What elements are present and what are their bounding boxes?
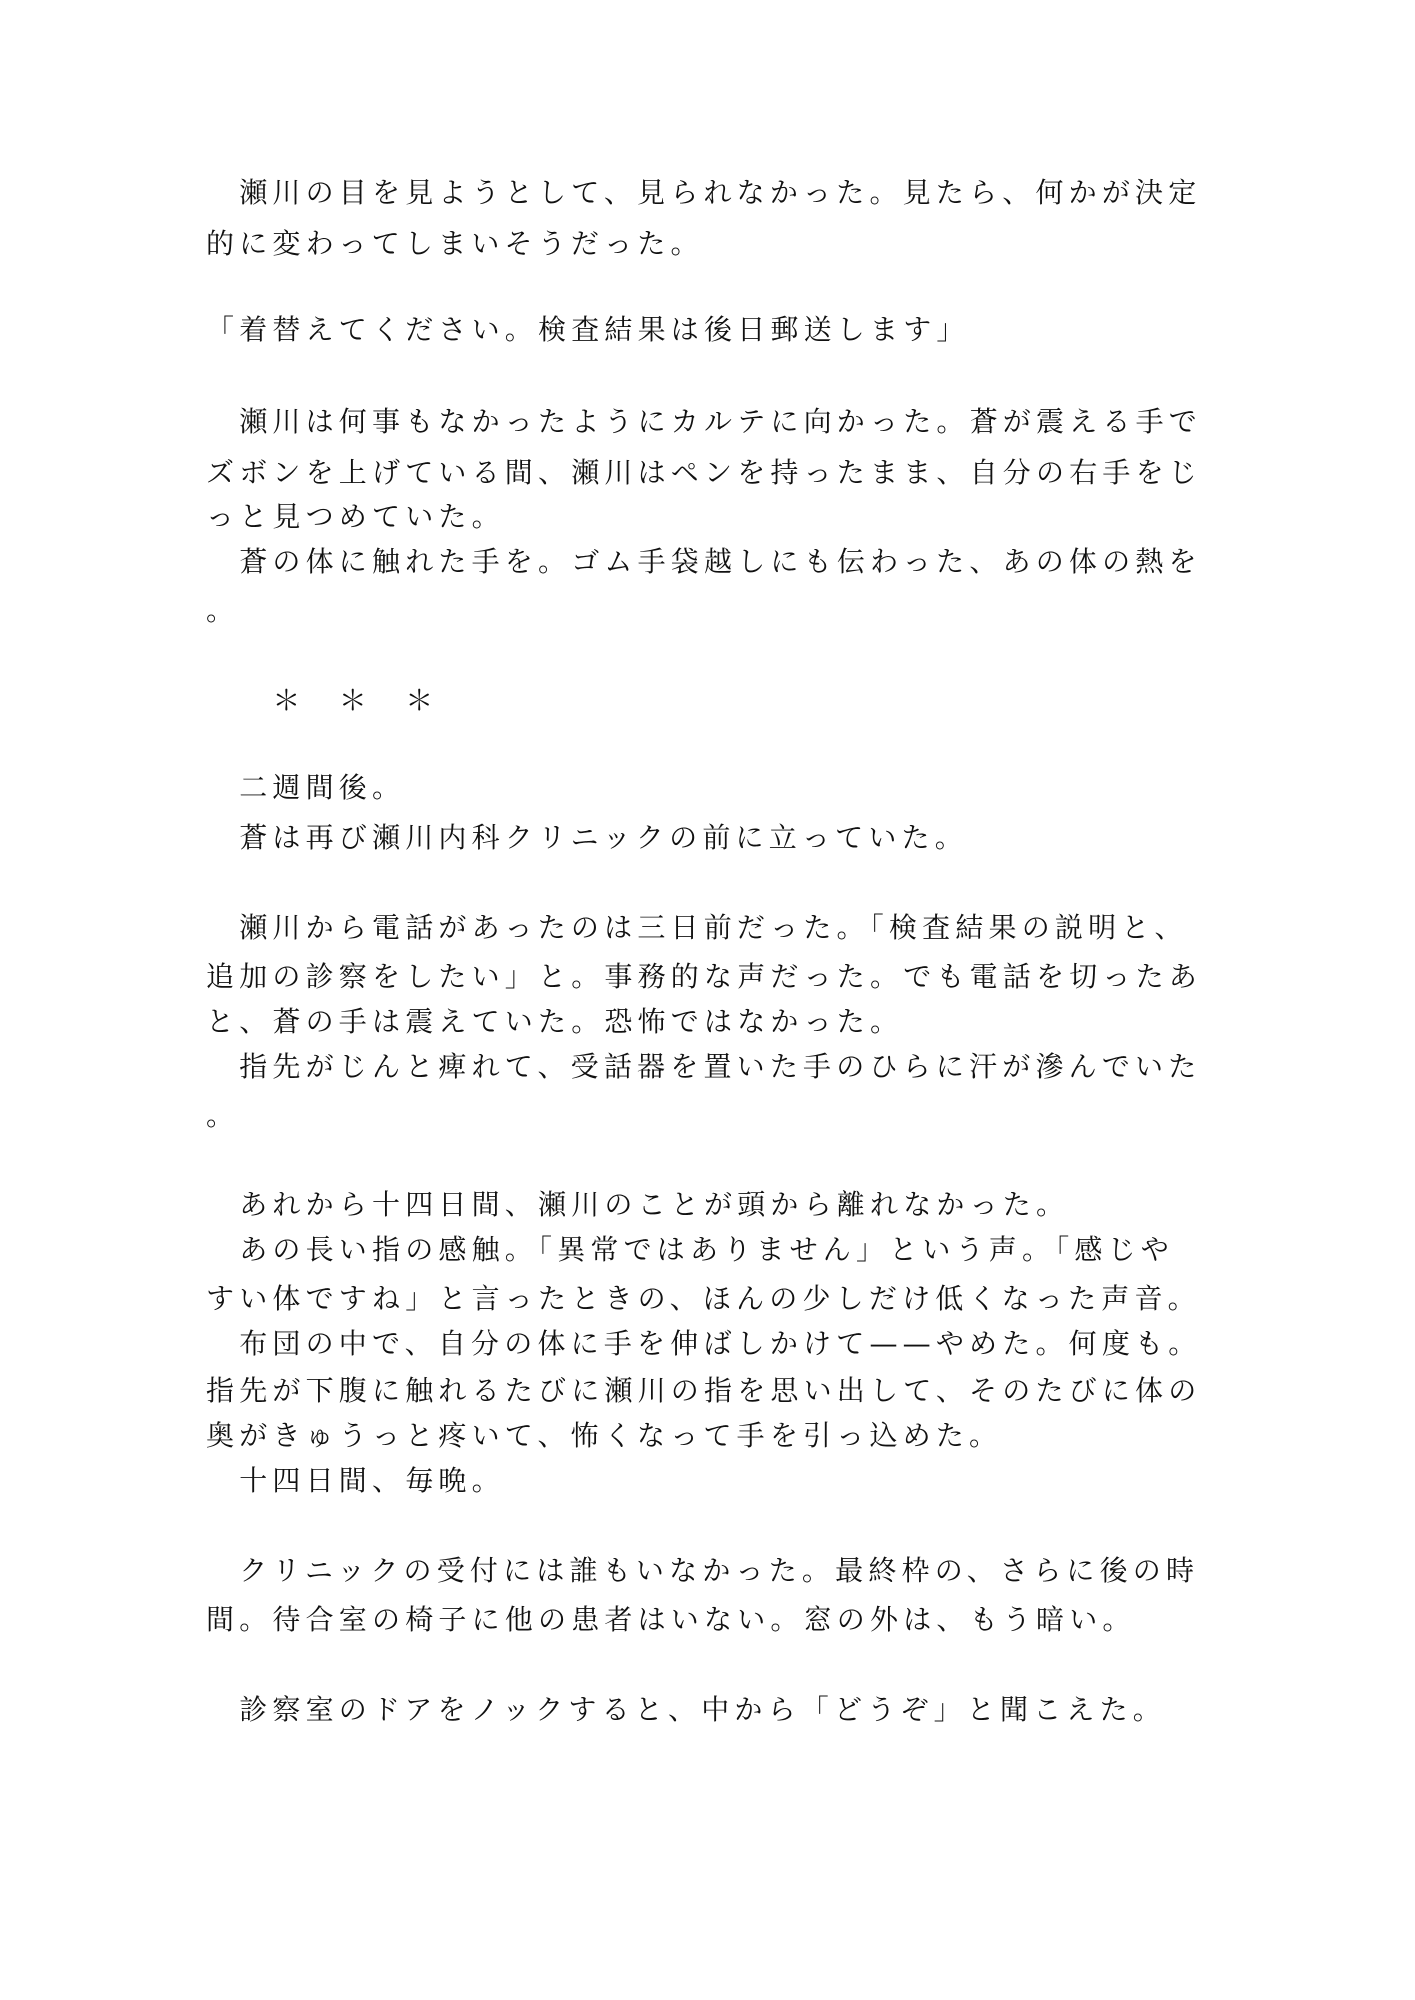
text-line: 。: [206, 1099, 240, 1132]
text-line: すい体ですね」と言ったときの、ほんの少しだけ低くなった声音。: [206, 1282, 1201, 1315]
text-line: 二週間後。: [206, 771, 406, 804]
text-line: 十四日間、毎晩。: [206, 1464, 505, 1497]
text-line: 瀬川の目を見ようとして、見られなかった。見たら、何かが決定: [206, 176, 1202, 209]
text-line: 指先がじんと痺れて、受話器を置いた手のひらに汗が滲んでいた: [206, 1050, 1202, 1083]
text-line: あれから十四日間、瀬川のことが頭から離れなかった。: [206, 1188, 1070, 1221]
text-line: 間。待合室の椅子に他の患者はいない。窓の外は、もう暗い。: [206, 1603, 1136, 1636]
text-line: 的に変わってしまいそうだった。: [206, 227, 704, 260]
text-line: クリニックの受付には誰もいなかった。最終枠の、さらに後の時: [206, 1554, 1200, 1587]
text-line: と、蒼の手は震えていた。恐怖ではなかった。: [206, 1005, 904, 1038]
text-line: 蒼の体に触れた手を。ゴム手袋越しにも伝わった、あの体の熱を: [206, 545, 1202, 578]
text-line: 瀬川は何事もなかったようにカルテに向かった。蒼が震える手で: [206, 405, 1203, 438]
text-line: っと見つめていた。: [206, 500, 505, 533]
text-line: 診察室のドアをノックすると、中から「どうぞ」と聞こえた。: [206, 1693, 1167, 1726]
text-line: 蒼は再び瀬川内科クリニックの前に立っていた。: [206, 821, 968, 854]
text-line: 「着替えてください。検査結果は後日郵送します」: [206, 313, 970, 346]
text-line: 追加の診察をしたい」と。事務的な声だった。でも電話を切ったあ: [206, 960, 1203, 993]
text-line: あの長い指の感触。「異常ではありません」という声。「感じや: [206, 1233, 1175, 1266]
text-line: 指先が下腹に触れるたびに瀬川の指を思い出して、そのたびに体の: [206, 1374, 1202, 1407]
text-line: 奥がきゅうっと疼いて、怖くなって手を引っ込めた。: [206, 1419, 1003, 1452]
text-line: ズボンを上げている間、瀬川はペンを持ったまま、自分の右手をじ: [206, 456, 1203, 489]
text-line: 瀬川から電話があったのは三日前だった。「検査結果の説明と、: [206, 911, 1188, 944]
text-line: 。: [206, 594, 240, 627]
text-line: 布団の中で、自分の体に手を伸ばしかけて——やめた。何度も。: [206, 1327, 1202, 1360]
scene-break: ＊ ＊ ＊: [206, 684, 439, 717]
